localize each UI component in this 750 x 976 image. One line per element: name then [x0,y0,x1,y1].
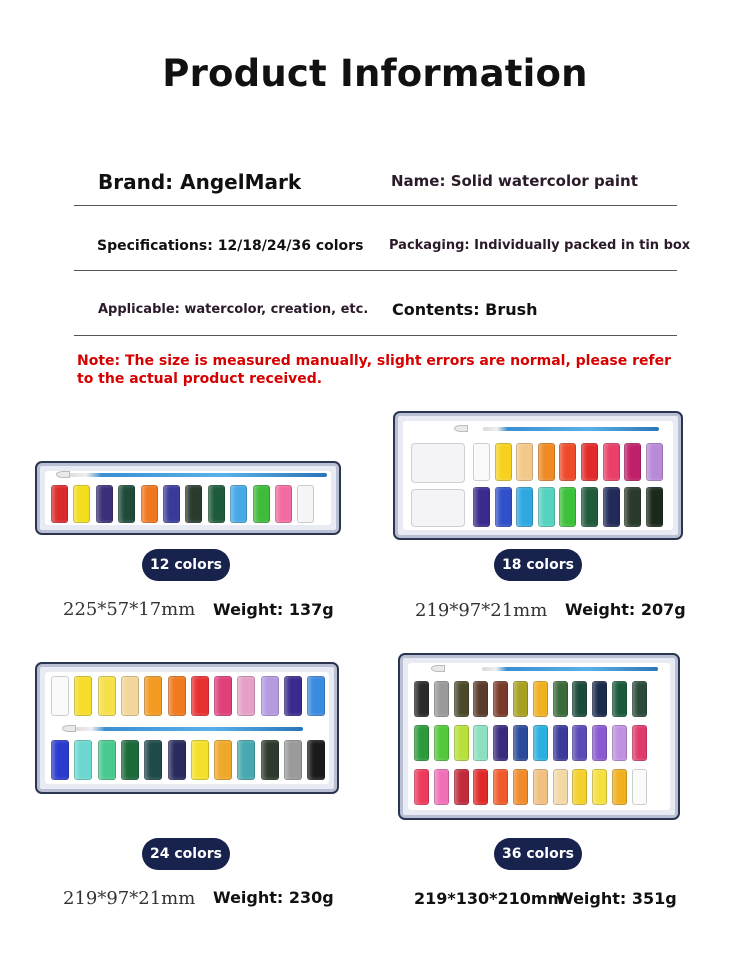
color-18-pan [559,487,576,527]
color-24-pan [98,740,116,780]
color-24-pan [237,676,255,716]
brush-24 [73,727,303,731]
color-24-pan [51,740,69,780]
brush-36 [482,667,658,671]
color-36-pan [632,725,647,761]
applicable-text: Applicable: watercolor, creation, etc. [98,302,369,317]
color-36-pan [632,769,647,805]
color-18-pan [646,487,663,527]
color-36-pan [572,725,587,761]
tin-24-colors [35,662,339,794]
color-36-pan [454,725,469,761]
color-36-pan [493,725,508,761]
brush-12 [65,473,327,477]
brush-tip-12 [57,472,69,477]
color-24-pan [98,676,116,716]
color-24-pan [307,740,325,780]
color-18-pan [603,443,620,481]
weight-12: Weight: 137g [213,600,334,619]
color-24-pan [214,676,232,716]
color-36-pan [414,725,429,761]
color-36-pan [513,725,528,761]
color-36-pan [533,769,548,805]
mixing-well-bottom [411,489,465,527]
color-18-pan [624,443,641,481]
page-title: Product Information [162,52,588,95]
color-36-pan [414,769,429,805]
tin-24-interior [45,672,329,784]
color-12-pan [141,485,158,523]
info-row-2 [75,237,691,261]
weight-36: Weight: 351g [556,889,677,908]
label-18-colors: 18 colors [494,549,582,581]
color-12-pan [96,485,113,523]
tin-36-interior [408,663,670,810]
label-24-colors: 24 colors [142,838,230,870]
color-24-pan [237,740,255,780]
color-12-pan [185,485,202,523]
color-24-pan [74,740,92,780]
weight-24: Weight: 230g [213,888,334,907]
color-12-pan [275,485,292,523]
color-36-pan [533,681,548,717]
color-36-pan [473,725,488,761]
color-18-pan [559,443,576,481]
color-36-pan [513,681,528,717]
color-24-pan [191,676,209,716]
color-24-pan [144,676,162,716]
color-18-pan [473,443,490,481]
dimensions-18: 219*97*21mm [415,600,548,621]
info-row-3 [75,299,677,325]
divider-1 [74,205,677,206]
color-18-pan [538,487,555,527]
color-36-pan [513,769,528,805]
color-36-pan [493,681,508,717]
mixing-well-top [411,443,465,483]
color-24-pan [74,676,92,716]
brush-tip-36 [432,666,444,671]
color-24-pan [261,676,279,716]
color-36-pan [572,769,587,805]
color-12-pan [163,485,180,523]
color-24-pan [51,676,69,716]
product-name-text: Name: Solid watercolor paint [391,172,638,190]
packaging-text: Packaging: Individually packed in tin box [389,238,691,253]
color-36-pan [612,769,627,805]
color-24-pan [284,676,302,716]
dimensions-24: 219*97*21mm [63,888,196,909]
color-36-pan [454,681,469,717]
specifications-text: Specifications: 12/18/24/36 colors [97,238,364,254]
contents-text: Contents: Brush [392,300,538,319]
color-24-pan [168,676,186,716]
color-36-pan [592,769,607,805]
brush-tip-24 [63,726,75,731]
color-12-pan [73,485,90,523]
color-24-pan [191,740,209,780]
dimensions-36: 219*130*210mm [414,889,565,908]
color-18-pan [516,487,533,527]
color-24-pan [121,676,139,716]
color-18-pan [581,487,598,527]
tin-12-interior [45,471,331,525]
color-24-pan [261,740,279,780]
color-36-pan [612,725,627,761]
brand-text: Brand: AngelMark [98,170,302,194]
divider-3 [74,335,677,336]
color-18-pan [495,443,512,481]
color-12-pan [230,485,247,523]
color-24-pan [307,676,325,716]
size-note: Note: The size is measured manually, slight errors are normal, please refer to the actual product received. [77,353,672,387]
dimensions-12: 225*57*17mm [63,599,196,620]
color-36-pan [493,769,508,805]
tin-18-colors [393,411,683,540]
weight-18: Weight: 207g [565,600,686,619]
color-36-pan [473,769,488,805]
brush-18 [483,427,659,431]
color-36-pan [553,725,568,761]
color-36-pan [533,725,548,761]
color-36-pan [592,725,607,761]
color-18-pan [646,443,663,481]
tin-12-colors [35,461,341,535]
info-row-1 [75,170,677,200]
tin-36-colors [398,653,680,820]
tin-18-interior [403,421,673,530]
color-12-pan [118,485,135,523]
color-36-pan [592,681,607,717]
color-18-pan [473,487,490,527]
color-12-pan [297,485,314,523]
color-12-pan [253,485,270,523]
color-18-pan [624,487,641,527]
color-18-pan [495,487,512,527]
color-24-pan [284,740,302,780]
label-36-colors: 36 colors [494,838,582,870]
color-36-pan [553,769,568,805]
color-36-pan [434,725,449,761]
color-36-pan [632,681,647,717]
color-36-pan [612,681,627,717]
divider-2 [74,270,677,271]
brush-tip-18 [455,426,467,431]
color-36-pan [414,681,429,717]
color-36-pan [454,769,469,805]
color-12-pan [51,485,68,523]
label-12-colors: 12 colors [142,549,230,581]
color-24-pan [214,740,232,780]
color-24-pan [168,740,186,780]
color-12-pan [208,485,225,523]
color-36-pan [572,681,587,717]
color-36-pan [473,681,488,717]
color-36-pan [553,681,568,717]
color-24-pan [121,740,139,780]
color-18-pan [538,443,555,481]
color-36-pan [434,681,449,717]
color-18-pan [516,443,533,481]
color-18-pan [581,443,598,481]
color-18-pan [603,487,620,527]
color-36-pan [434,769,449,805]
color-24-pan [144,740,162,780]
